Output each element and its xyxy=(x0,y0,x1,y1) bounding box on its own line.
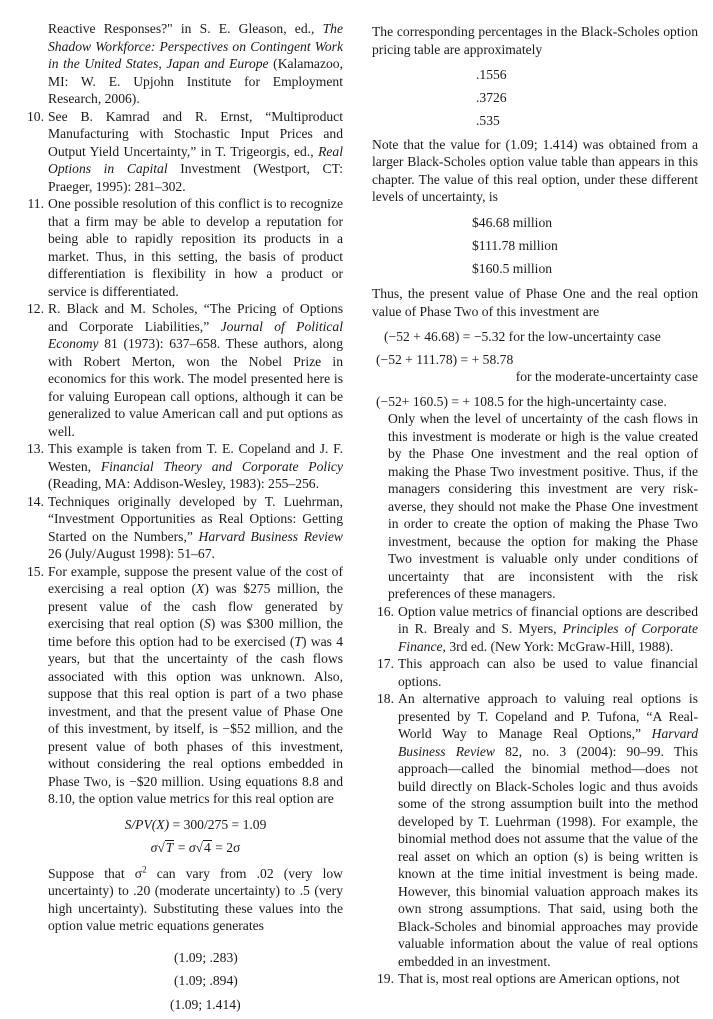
note-11: 11. One possible resolution of this conflict is to recognize that a firm may be able to develop a reputation for being able to rapidly reposition its products in a market. Thus, in this setting, the basis of product differentiation is flexibility in how a product or service is differentiated. xyxy=(22,195,343,300)
variance-paragraph: Suppose that $\sigma^2$ can vary from .02 (very low uncertainty) to .20 (moderate uncertainty) to .5 (very high uncertainty). Substituting these values into the option value metric equations generates xyxy=(48,863,343,933)
percentages-intro: The corresponding percentages in the Black-Scholes option pricing table are approximately xyxy=(372,24,698,57)
note-19: 19. That is, most real options are American options, not xyxy=(372,970,698,988)
note-number: 10. xyxy=(27,108,44,124)
tuple-item: (1.09; .283) xyxy=(174,949,238,965)
note-number: 17. xyxy=(377,656,394,671)
note-17: 17. This approach can also be used to value financial options. xyxy=(372,655,698,690)
sqrt-icon: √ xyxy=(157,840,165,855)
note-15: 15. For example, suppose the present value of the cost of exercising a real option (X) was $275 million, the present value of the cash flow generated by exercising that real option (S) was $300 million, the time before this option had to be exercised (T) was 4 years, but that the uncertainty of the cash flows associated with this option was unknown. Also, suppose that this real option is part of a two phase investment, and that the present value of Phase One of this investment, by itself, is −$52 million, and the present value of both phases of this investment, without considering the real options embedded in Phase Two, is −$20 million. Using equations 8.8 and 8.10, the option value metrics for this real option are xyxy=(22,563,343,808)
calc-high-uncertainty: (−52+ 160.5) = + 108.5 for the high-uncertainty case. xyxy=(376,393,667,409)
option-values-list xyxy=(372,214,698,278)
equation-sigma-sqrt-t: σ√T = σ√4 = 2σ xyxy=(150,840,241,855)
tuple-item: (1.09; .894) xyxy=(174,973,238,988)
percentage-item: .535 xyxy=(476,113,500,128)
note-10: 10. See B. Kamrad and R. Ernst, “Multiproduct Manufacturing with Stochastic Input Prices and Output Yield Uncertainty,” in T. Trigeorgis, ed., Real Options in Capital Investment (Westport, CT: Praeger, 1995): 281–302. xyxy=(22,108,343,196)
note-larger-table: Note that the value for (1.09; 1.414) was obtained from a larger Black-Scholes option value table than appears in this chapter. The value of this real option, under these different levels of uncertainty, is xyxy=(372,136,698,204)
calc-moderate-uncertainty: (−52 + 111.78) = + 58.78 xyxy=(376,351,514,367)
percentage-item: .1556 xyxy=(476,67,507,82)
book-title: The Shadow Workforce: Perspectives on Contingent Work in the United States, Japan and Europe xyxy=(48,21,343,71)
note-number: 16. xyxy=(377,603,394,619)
note-16: 16. Option value metrics of financial options are described in R. Brealy and S. Myers, Principles of Corporate Finance, 3rd ed. (New York: McGraw-Hill, 1988). xyxy=(372,603,698,656)
equation-ratio: S/PV(X) = 300/275 = 1.09 xyxy=(124,816,267,832)
note-number: 13. xyxy=(27,441,44,456)
note-number: 19. xyxy=(377,971,394,986)
note-14: 14. Techniques originally developed by T. Luehrman, “Investment Opportunities as Real Options: Getting Started on the Numbers,” Harvard Business Review 26 (July/August 1998): 51–67. xyxy=(22,493,343,563)
thus-paragraph: Thus, the present value of Phase One and the real option value of Phase Two of this investment are xyxy=(372,286,698,319)
equations xyxy=(22,816,343,857)
left-column xyxy=(22,20,343,1019)
metric-tuples xyxy=(22,949,343,1014)
option-value-item: $46.68 million xyxy=(472,214,553,230)
note-18: 18. An alternative approach to valuing real options is presented by T. Copeland and P. Tufona, “A Real-World Way to Manage Real Options,” Harvard Business Review 82, no. 3 (2004): 90–99. This approach—called the binomial method—does not build directly on Black-Scholes logic and thus avoids some of the strong assumption built into the method developed by T. Luehrman (1998). For example, the binomial method does not assume that the value of the real asset on which an option (s) is being written is known at the time initial investment is being made. However, this binomial valuation approach makes its own strong assumptions. That said, using both the Black-Scholes and binomial approaches may provide valuable information about the value of real options embedded in an investment. xyxy=(372,690,698,970)
calc-low-uncertainty: (−52 + 46.68) = −5.32 for the low-uncertainty case xyxy=(384,329,661,344)
note-9-continuation: Reactive Responses?" in S. E. Gleason, ed., The Shadow Workforce: Perspectives on Contingent Work in the United States, Japan and Europe (Kalamazoo, MI: W. E. Upjohn Institute for Employment Research, 2006). xyxy=(48,21,343,106)
option-value-item: $160.5 million xyxy=(472,260,553,276)
calculations xyxy=(372,328,698,410)
calc-moderate-suffix: for the moderate-uncertainty case xyxy=(515,369,698,384)
sqrt-icon: √ xyxy=(195,840,203,855)
note-number: 14. xyxy=(27,493,44,509)
note-number: 15. xyxy=(27,563,44,579)
note-13: 13. This example is taken from T. E. Copeland and J. F. Westen, Financial Theory and Corporate Policy (Reading, MA: Addison-Wesley, 1983): 255–256. xyxy=(22,440,343,493)
conclusion-paragraph: Only when the level of uncertainty of the cash flows in this investment is moderate or high is the value created by the Phase One investment and the real option of making the Phase Two investment positive. Thus, if the managers considering this investment are very risk-averse, they should not make the Phase One investment in order to create the option of making the Phase Two investment, because the option for making the Phase Two investment is valuable only under conditions of uncertainty that are inconsistent with the risk preferences of these managers. xyxy=(388,411,698,601)
note-number: 11. xyxy=(27,196,44,211)
note-12: 12. R. Black and M. Scholes, “The Pricing of Options and Corporate Liabilities,” Journal of Political Economy 81 (1973): 637–658. These authors, along with Robert Merton, won the Nobel Prize in economics for this work. The model presented here is for valuing European call options, although it can be generalized to value American call and put options as well. xyxy=(22,300,343,440)
note-number: 12. xyxy=(27,301,44,316)
option-value-item: $111.78 million xyxy=(472,237,558,253)
tuple-item: (1.09; 1.414) xyxy=(170,996,241,1012)
note-number: 18. xyxy=(377,691,394,706)
percentage-item: .3726 xyxy=(476,90,507,105)
right-column xyxy=(372,23,698,988)
percentages-list xyxy=(372,66,698,130)
